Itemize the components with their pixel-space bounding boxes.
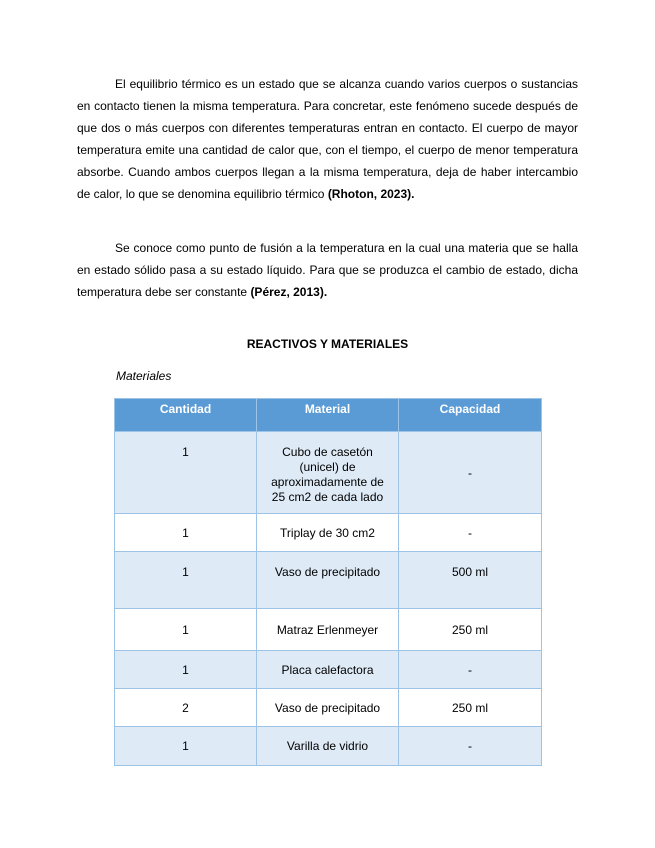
cell-cantidad: 1: [115, 651, 257, 689]
cell-capacidad: 250 ml: [399, 609, 542, 651]
header-material: Material: [257, 399, 399, 432]
cell-capacidad: -: [399, 727, 542, 766]
materials-table: [114, 398, 542, 766]
cell-cantidad: 1: [115, 727, 257, 766]
materials-subheading: Materiales: [116, 369, 172, 383]
header-cantidad: Cantidad: [115, 399, 257, 432]
table-row: [115, 609, 542, 651]
cell-cantidad: 1: [115, 514, 257, 552]
cell-cantidad: 1: [115, 432, 257, 514]
cell-material: Triplay de 30 cm2: [257, 514, 399, 552]
paragraph-melting-point: [77, 237, 578, 303]
cell-material: Cubo de casetón (unicel) de aproximadamente de 25 cm2 de cada lado: [257, 432, 399, 514]
table-header-row: [115, 399, 542, 432]
section-title: REACTIVOS Y MATERIALES: [246, 337, 409, 351]
table-row: [115, 432, 542, 514]
cell-capacidad: -: [399, 651, 542, 689]
table-row: [115, 514, 542, 552]
cell-material: Vaso de precipitado: [257, 552, 399, 609]
cell-capacidad: 500 ml: [399, 552, 542, 609]
paragraph-text: Se conoce como punto de fusión a la temperatura en la cual una materia que se halla en estado sólido pasa a su estado líquido. Para que se produzca el cambio de estado, dicha temperatura debe ser constante: [77, 241, 578, 299]
citation: (Pérez, 2013).: [250, 285, 328, 299]
table-row: [115, 651, 542, 689]
cell-material: Matraz Erlenmeyer: [257, 609, 399, 651]
paragraph-text: El equilibrio térmico es un estado que se alcanza cuando varios cuerpos o sustancias en contacto tienen la misma temperatura. Para concretar, este fenómeno sucede después de que dos o más cuerpos con diferentes temperaturas entran en contacto. El cuerpo de mayor temperatura emite una cantidad de calor que, con el tiempo, el cuerpo de menor temperatura absorbe. Cuando ambos cuerpos llegan a la misma temperatura, deja de haber intercambio de calor, lo que se denomina equilibrio térmico: [77, 77, 578, 201]
cell-capacidad: -: [399, 432, 542, 514]
cell-material: Varilla de vidrio: [257, 727, 399, 766]
header-capacidad: Capacidad: [399, 399, 542, 432]
table-row: [115, 727, 542, 766]
cell-capacidad: -: [399, 514, 542, 552]
cell-material: Placa calefactora: [257, 651, 399, 689]
cell-cantidad: 2: [115, 689, 257, 727]
cell-cantidad: 1: [115, 609, 257, 651]
citation: (Rhoton, 2023).: [327, 187, 415, 201]
table-row: [115, 552, 542, 609]
table-row: [115, 689, 542, 727]
cell-capacidad: 250 ml: [399, 689, 542, 727]
cell-material: Vaso de precipitado: [257, 689, 399, 727]
paragraph-thermal-equilibrium: [77, 73, 578, 205]
cell-cantidad: 1: [115, 552, 257, 609]
